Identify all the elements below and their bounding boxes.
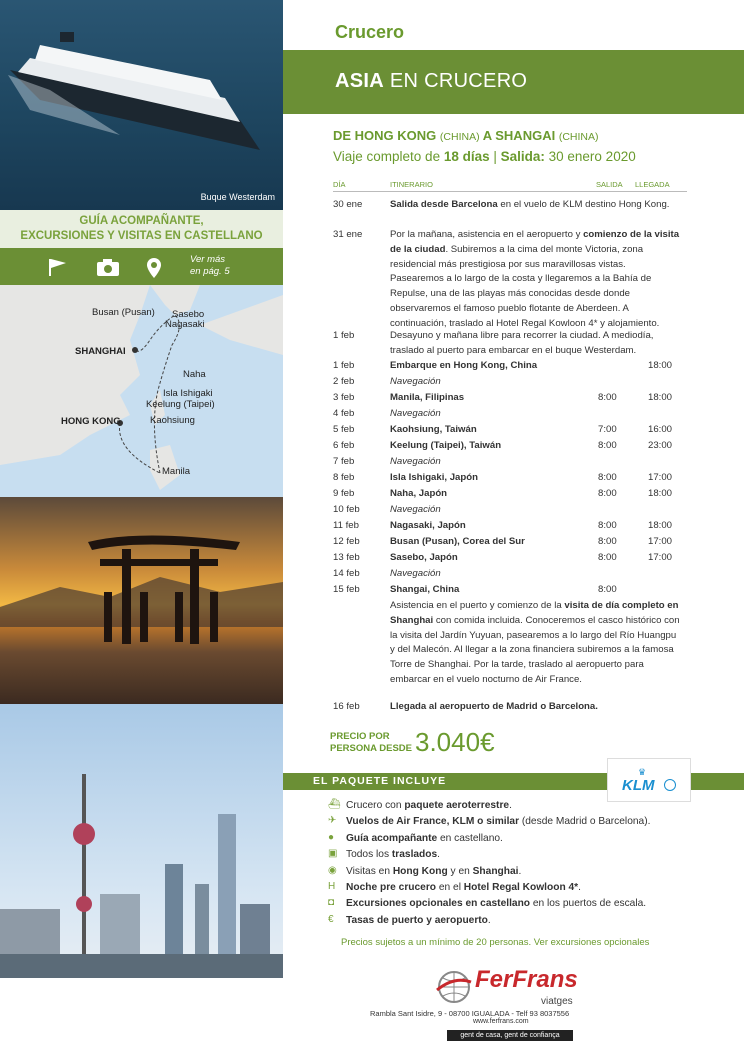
itinerary-day: 16 feb xyxy=(333,701,360,712)
crown-icon: ♛ xyxy=(638,767,647,777)
map-label-busan: Busan (Pusan) xyxy=(92,307,155,318)
route-map xyxy=(0,285,283,497)
address: Rambla Sant Isidre, 9 - 08700 IGUALADA - Telf 93 8037556 xyxy=(370,1009,570,1018)
guide-line-1: GUÍA ACOMPAÑANTE, xyxy=(79,215,204,227)
itinerary-day: 9 feb xyxy=(333,488,355,499)
departure-time: 8:00 xyxy=(598,392,617,403)
title-banner xyxy=(283,50,744,114)
itinerary-text: Keelung (Taipei), Taiwán xyxy=(390,440,502,451)
left-column xyxy=(0,0,283,1052)
itinerary-text: Nagasaki, Japón xyxy=(390,520,466,531)
package-item-text: Guía acompañante en castellano. xyxy=(346,832,503,844)
skyline-illustration xyxy=(0,704,283,978)
itinerary-text: Navegación xyxy=(390,568,441,579)
itinerary-text: Busan (Pusan), Corea del Sur xyxy=(390,536,525,547)
itinerary-text: Naha, Japón xyxy=(390,488,448,499)
itinerary-day: 3 feb xyxy=(333,392,355,403)
guide-box xyxy=(0,210,283,248)
itinerary-text: Salida desde Barcelona en el vuelo de KLM destino Hong Kong. xyxy=(390,199,670,210)
website-link[interactable]: www.ferfrans.com xyxy=(473,1018,529,1025)
departure-time: 7:00 xyxy=(598,424,617,435)
package-item-text: Tasas de puerto y aeropuerto. xyxy=(346,914,491,926)
map-label-kaohsiung: Kaohsiung xyxy=(150,415,195,426)
itinerary-text: Isla Ishigaki, Japón xyxy=(390,472,478,483)
itinerary-header xyxy=(333,179,687,192)
departure-time: 8:00 xyxy=(598,536,617,547)
itinerary-day: 31 ene xyxy=(333,229,363,240)
ferfrans-logo xyxy=(435,966,595,1010)
col-dia: DÍA xyxy=(333,180,346,189)
ship-illustration xyxy=(0,0,283,210)
ship-icon: ⛴ xyxy=(328,799,341,810)
itinerary-text: Embarque en Hong Kong, China xyxy=(390,360,538,371)
itinerary-day: 5 feb xyxy=(333,424,355,435)
col-llegada: LLEGADA xyxy=(635,180,670,189)
itinerary-text: Desayuno y mañana libre para recorrer la ciudad. A mediodía, traslado al puerto para embarcar en el buque Westerdam. xyxy=(390,330,654,356)
departure-time: 8:00 xyxy=(598,472,617,483)
guide-line-2: EXCURSIONES Y VISITAS EN CASTELLANO xyxy=(20,230,263,242)
map-label-naha: Naha xyxy=(183,369,206,380)
itinerary-day: 7 feb xyxy=(333,456,355,467)
map-label-shanghai: SHANGHAI xyxy=(75,346,126,357)
itinerary-day: 30 ene xyxy=(333,199,363,210)
itinerary-text: Asistencia en el puerto y comienzo de la visita de día completo en Shanghai con comida incluida. Conoceremos el casco histórico con la visita del Jardín Yuyuan, pasearemos a lo largo del Río Huangpu y del Malecón. Al llegar a la zona financiera subiremos a la famosa Torre de Shanghai. Por la tarde, traslado al aeropuerto para embarcar en el vuelo nocturno de Air France. xyxy=(390,600,680,685)
package-item-text: Noche pre crucero en el Hotel Regal Kowloon 4*. xyxy=(346,882,581,893)
col-salida: SALIDA xyxy=(596,180,623,189)
itinerary-text: Navegación xyxy=(390,456,441,467)
itinerary-text: Navegación xyxy=(390,408,441,419)
price-value: 3.040€ xyxy=(415,727,495,757)
itinerary-day: 11 feb xyxy=(333,520,359,531)
map-label-nagasaki: Nagasaki xyxy=(165,319,205,330)
ship-photo xyxy=(0,0,283,210)
category-label: Crucero xyxy=(335,22,405,42)
map-label-ishigaki: Isla Ishigaki xyxy=(163,388,213,399)
arrival-time: 17:00 xyxy=(648,472,673,483)
itinerary-text: Manila, Filipinas xyxy=(390,392,465,403)
price-label: PRECIO POR PERSONA DESDE xyxy=(330,731,412,754)
torii-illustration xyxy=(0,497,283,704)
itinerary-text: Navegación xyxy=(390,504,441,515)
see-more-link[interactable]: Ver más en pág. 5 xyxy=(190,254,230,277)
itinerary-day: 14 feb xyxy=(333,568,360,579)
ship-caption: Buque Westerdam xyxy=(200,192,275,202)
col-itinerario: ITINERARIO xyxy=(390,180,433,189)
departure-time: 8:00 xyxy=(598,488,617,499)
euro-icon: € xyxy=(328,913,334,925)
map-label-manila: Manila xyxy=(162,466,190,477)
plane-icon: ✈ xyxy=(328,815,337,827)
itinerary-day: 4 feb xyxy=(333,408,355,419)
map-label-hongkong: HONG KONG xyxy=(61,416,121,427)
map-label-sasebo: Sasebo xyxy=(172,309,205,320)
arrival-time: 16:00 xyxy=(648,424,673,435)
flag-icon xyxy=(46,257,68,277)
pin-icon: ◉ xyxy=(328,864,337,876)
departure-time: 8:00 xyxy=(598,440,617,451)
location-pin-icon xyxy=(146,257,162,279)
package-item-text: Excursiones opcionales en castellano en los puertos de escala. xyxy=(346,898,647,910)
itinerary-day: 10 feb xyxy=(333,504,360,515)
itinerary-day: 15 feb xyxy=(333,584,360,595)
arrival-time: 18:00 xyxy=(648,488,673,499)
itinerary-day: 1 feb xyxy=(333,330,355,341)
itinerary-text: Navegación xyxy=(390,376,441,387)
guide-icon: ● xyxy=(328,831,335,843)
arrival-time: 18:00 xyxy=(648,520,673,531)
right-column xyxy=(283,0,744,1052)
itinerary-text: Shangai, China xyxy=(390,584,460,595)
departure-time: 8:00 xyxy=(598,584,617,595)
itinerary-day: 8 feb xyxy=(333,472,355,483)
arrival-time: 18:00 xyxy=(648,392,673,403)
brand-name: FerFrans xyxy=(475,966,578,993)
brand-sub: viatges xyxy=(541,996,573,1007)
package-item-text: Todos los traslados. xyxy=(346,849,441,861)
itinerary-text: Por la mañana, asistencia en el aeropuerto y comienzo de la visita de la ciudad. Subiremos a la cima del monte Victoria, zona residencial más prestigiosa por sus maravillosas vistas. Pasearemos a lo largo de la costa y llegaremos a la Bahía de Repulse, una de las playas más conocidas desde donde observaremos el famoso pueblo flotante de Aberdeen. A continuación, traslado al Hotel Regal Kowloon 4* y alojamiento. xyxy=(390,229,680,329)
arrival-time: 17:00 xyxy=(648,536,673,547)
itinerary-day: 6 feb xyxy=(333,440,355,451)
price-note: Precios sujetos a un mínimo de 20 personas. Ver excursiones opcionales xyxy=(341,937,650,948)
itinerary-text: Llegada al aeropuerto de Madrid o Barcelona. xyxy=(390,701,598,712)
package-item-text: Crucero con paquete aeroterrestre. xyxy=(346,800,512,811)
skyteam-icon xyxy=(664,779,676,791)
camera-icon xyxy=(96,257,120,277)
itinerary-day: 13 feb xyxy=(333,552,360,563)
hotel-icon: H xyxy=(328,881,336,892)
shanghai-skyline-photo xyxy=(0,704,283,978)
itinerary-day: 2 feb xyxy=(333,376,355,387)
trip-summary: Viaje completo de 18 días | Salida: 30 enero 2020 xyxy=(333,149,636,164)
arrival-time: 23:00 xyxy=(648,440,673,451)
package-item-text: Vuelos de Air France, KLM o similar (desde Madrid o Barcelona). xyxy=(346,816,651,828)
tagline: gent de casa, gent de confiança xyxy=(447,1030,573,1041)
klm-logo: ♛ KLM xyxy=(607,758,691,802)
itinerary-text: Sasebo, Japón xyxy=(390,552,458,563)
arrival-time: 17:00 xyxy=(648,552,673,563)
bus-icon: ▣ xyxy=(328,848,338,860)
departure-time: 8:00 xyxy=(598,552,617,563)
itinerary-day: 1 feb xyxy=(333,360,355,371)
itinerary-day: 12 feb xyxy=(333,536,360,547)
feature-icon-bar xyxy=(0,248,283,285)
package-title: EL PAQUETE INCLUYE xyxy=(313,775,447,787)
departure-time: 8:00 xyxy=(598,520,617,531)
package-item-text: Visitas en Hong Kong y en Shanghai. xyxy=(346,865,522,877)
route-title: DE HONG KONG (CHINA) A SHANGAI (CHINA) xyxy=(333,128,599,143)
page-title: ASIA EN CRUCERO xyxy=(335,70,528,92)
camera-icon: ◘ xyxy=(328,897,335,909)
map-label-keelung: Keelung (Taipei) xyxy=(146,399,215,410)
itinerary-text: Kaohsiung, Taiwán xyxy=(390,424,477,435)
arrival-time: 18:00 xyxy=(648,360,673,371)
globe-icon xyxy=(435,968,473,1006)
torii-photo xyxy=(0,497,283,704)
